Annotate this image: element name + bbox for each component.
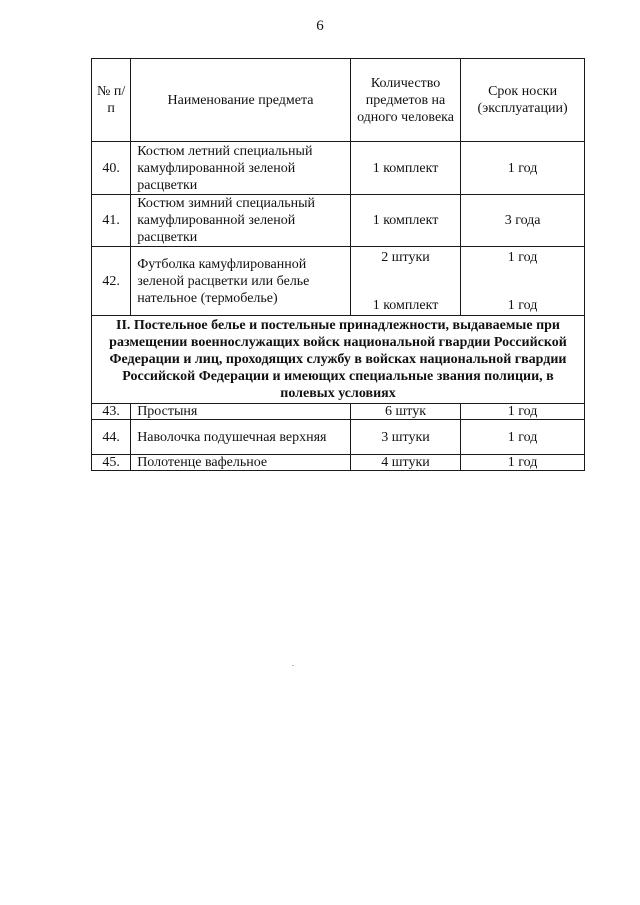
row-num: 42.: [92, 247, 131, 316]
table-row: [92, 455, 585, 471]
row-num: 40.: [92, 142, 131, 195]
row-qty: [350, 247, 460, 316]
header-term: Срок носки (эксплуатации): [461, 59, 585, 142]
table-row: [92, 142, 585, 195]
row-qty: 4 штуки: [350, 455, 460, 471]
row-qty-top: 2 штуки: [381, 250, 430, 265]
row-qty-bottom: 1 комплект: [372, 298, 439, 313]
row-name: Простыня: [131, 404, 351, 420]
row-term-top: 1 год: [507, 250, 538, 265]
section-heading-row: [92, 316, 585, 404]
row-term: 1 год: [461, 142, 585, 195]
row-num: 43.: [92, 404, 131, 420]
header-qty: Количество предметов на одного человека: [350, 59, 460, 142]
row-qty: 6 штук: [350, 404, 460, 420]
row-num: 44.: [92, 420, 131, 455]
row-term: 1 год: [461, 404, 585, 420]
header-name: Наименование предмета: [131, 59, 351, 142]
items-table: [91, 58, 585, 471]
row-num: 41.: [92, 195, 131, 247]
page-number: 6: [316, 18, 324, 34]
row-name: Наволочка подушечная верхняя: [131, 420, 351, 455]
section-title: II. Постельное белье и постельные принадлежности, выдаваемые при размещении военнослужащих войск национальной гвардии Российской Федерации и лиц, проходящих службу в войсках национальной гвардии Российской Федерации и имеющих специальные звания полиции, в полевых условиях: [92, 316, 585, 404]
header-num: № п/п: [92, 59, 131, 142]
row-term: 3 года: [461, 195, 585, 247]
row-qty: 1 комплект: [350, 142, 460, 195]
row-term-bottom: 1 год: [507, 298, 538, 313]
row-qty: 1 комплект: [350, 195, 460, 247]
table-row: [92, 404, 585, 420]
row-name: Костюм зимний специальный камуфлированной зеленой расцветки: [131, 195, 351, 247]
table-row: [92, 195, 585, 247]
table-row: [92, 247, 585, 316]
row-num: 45.: [92, 455, 131, 471]
row-term: 1 год: [461, 420, 585, 455]
table-row: [92, 420, 585, 455]
row-name: Полотенце вафельное: [131, 455, 351, 471]
table-header-row: [92, 59, 585, 142]
row-term: 1 год: [461, 455, 585, 471]
row-name: Костюм летний специальный камуфлированной зеленой расцветки: [131, 142, 351, 195]
row-name: Футболка камуфлированной зеленой расцветки или белье нательное (термобелье): [131, 247, 351, 316]
scan-speck: [292, 665, 294, 666]
row-term: [461, 247, 585, 316]
row-qty: 3 штуки: [350, 420, 460, 455]
